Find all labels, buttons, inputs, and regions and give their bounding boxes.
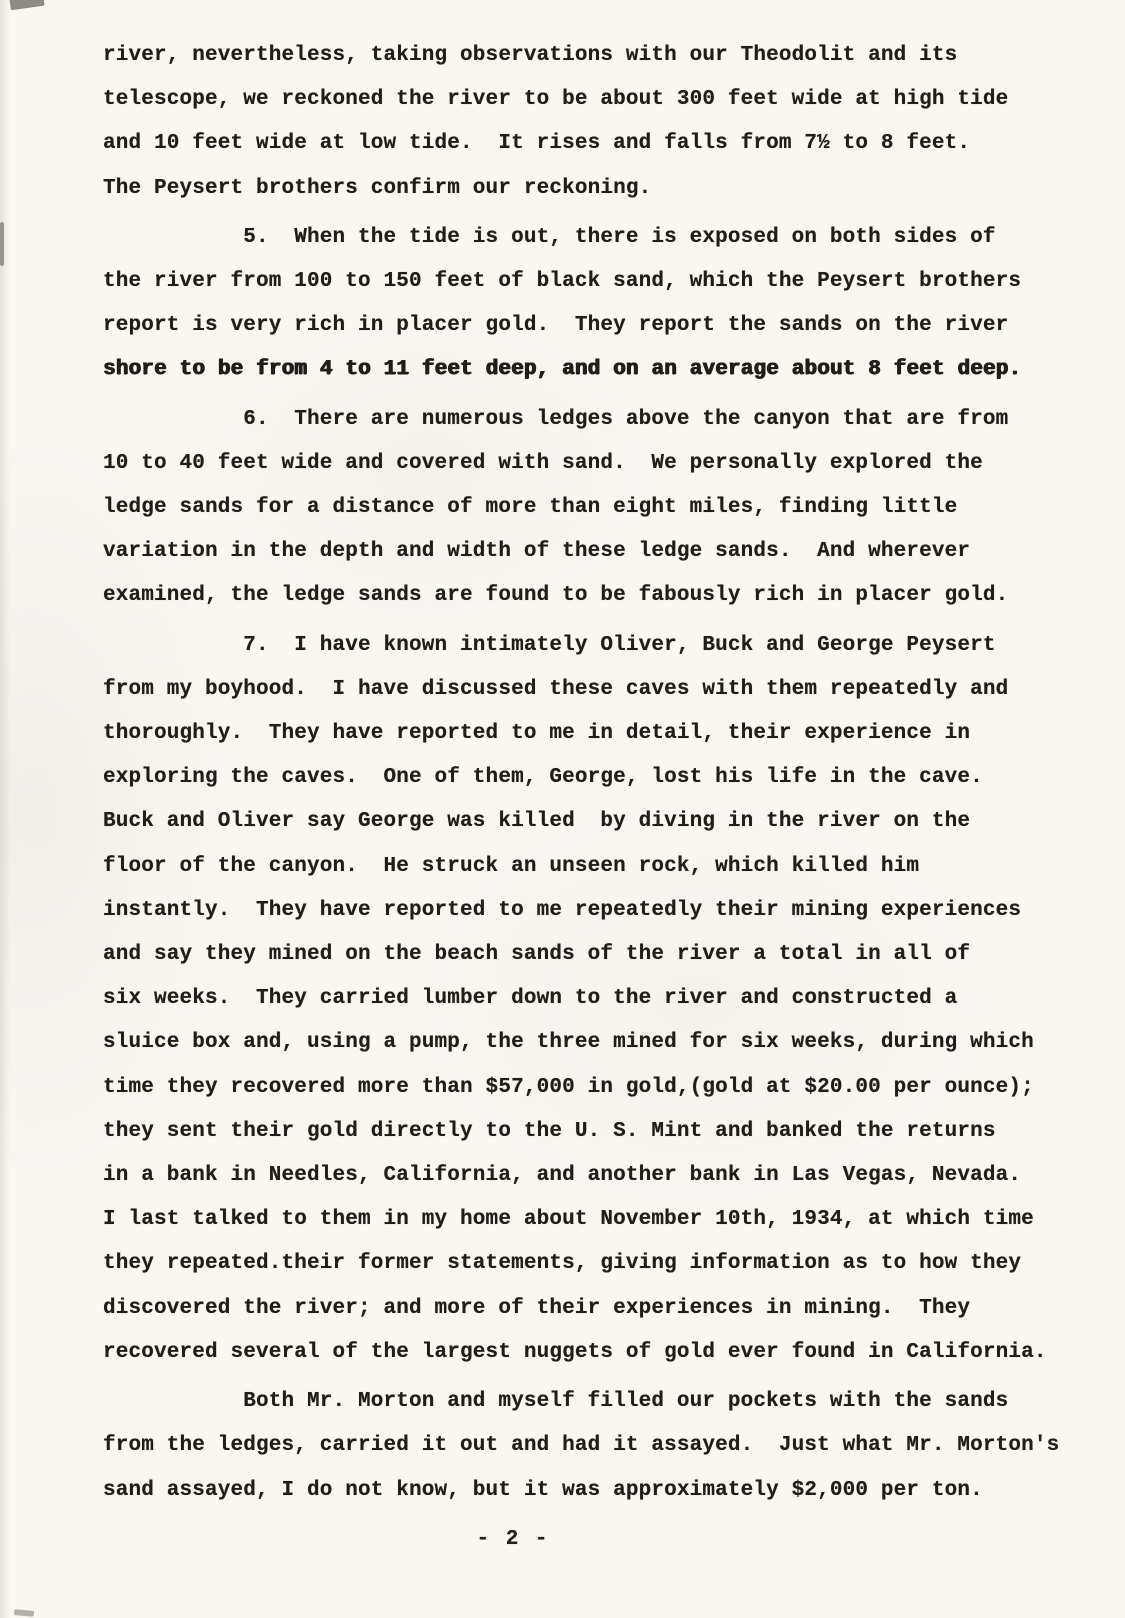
typed-line-overstruck: shore to be from 4 to 11 feet deep, and on an average about 8 feet deep. [103, 358, 1022, 382]
typed-line: recovered several of the largest nuggets of gold ever found in California. [103, 1340, 1047, 1364]
typed-line: examined, the ledge sands are found to be fabously rich in placer gold. [103, 584, 1009, 608]
typed-line: 10 to 40 feet wide and covered with sand. We personally explored the [103, 451, 983, 475]
typed-line: from my boyhood. I have discussed these caves with them repeatedly and [103, 677, 1009, 701]
typed-line: exploring the caves. One of them, George, lost his life in the cave. [103, 766, 983, 790]
typed-line: thoroughly. They have reported to me in detail, their experience in [103, 722, 971, 746]
typed-line: floor of the canyon. He struck an unseen rock, which killed him [103, 854, 920, 878]
typed-line: from the ledges, carried it out and had it assayed. Just what Mr. Morton's [103, 1434, 1060, 1458]
scan-artifact-left-edge [0, 222, 4, 266]
typed-line-paragraph-6-start: 6. There are numerous ledges above the canyon that are from [103, 407, 1009, 431]
typed-line: time they recovered more than $57,000 in gold,(gold at $20.00 per ounce); [103, 1075, 1034, 1099]
typed-line: I last talked to them in my home about November 10th, 1934, at which time [103, 1208, 1034, 1232]
typed-line: The Peysert brothers confirm our reckoning. [103, 176, 652, 200]
scan-artifact-corner [9, 0, 44, 10]
typed-text-block [103, 34, 1095, 1513]
typed-line: discovered the river; and more of their experiences in mining. They [103, 1296, 971, 1320]
typed-line: sluice box and, using a pump, the three mined for six weeks, during which [103, 1031, 1034, 1055]
typed-line: instantly. They have reported to me repeatedly their mining experiences [103, 898, 1022, 922]
typed-line: variation in the depth and width of these ledge sands. And wherever [103, 540, 971, 564]
typed-line-paragraph-both-start: Both Mr. Morton and myself filled our pockets with the sands [103, 1390, 1009, 1414]
typed-line: river, nevertheless, taking observations with our Theodolit and its [103, 44, 958, 67]
scan-artifact-bottom-edge [14, 1609, 34, 1617]
typed-line: ledge sands for a distance of more than eight miles, finding little [103, 496, 958, 520]
typed-line: they repeated.their former statements, giving information as to how they [103, 1252, 1022, 1276]
page-number: - 2 - [476, 1528, 550, 1551]
typed-line: six weeks. They carried lumber down to the river and constructed a [103, 987, 958, 1011]
typed-line-paragraph-5-start: 5. When the tide is out, there is exposed on both sides of [103, 225, 996, 249]
typed-line: they sent their gold directly to the U. S. Mint and banked the returns [103, 1119, 996, 1143]
typed-line: telescope, we reckoned the river to be about 300 feet wide at high tide [103, 88, 1009, 112]
typed-line: and 10 feet wide at low tide. It rises and falls from 7½ to 8 feet. [103, 132, 971, 156]
typed-line: the river from 100 to 150 feet of black sand, which the Peysert brothers [103, 270, 1022, 294]
typed-line: sand assayed, I do not know, but it was approximately $2,000 per ton. [103, 1478, 983, 1502]
typed-line: Buck and Oliver say George was killed by diving in the river on the [103, 810, 971, 834]
typed-line: and say they mined on the beach sands of the river a total in all of [103, 943, 971, 967]
typed-line: in a bank in Needles, California, and another bank in Las Vegas, Nevada. [103, 1164, 1022, 1188]
typed-line: report is very rich in placer gold. They report the sands on the river [103, 314, 1009, 338]
typed-line-paragraph-7-start: 7. I have known intimately Oliver, Buck and George Peysert [103, 633, 996, 657]
